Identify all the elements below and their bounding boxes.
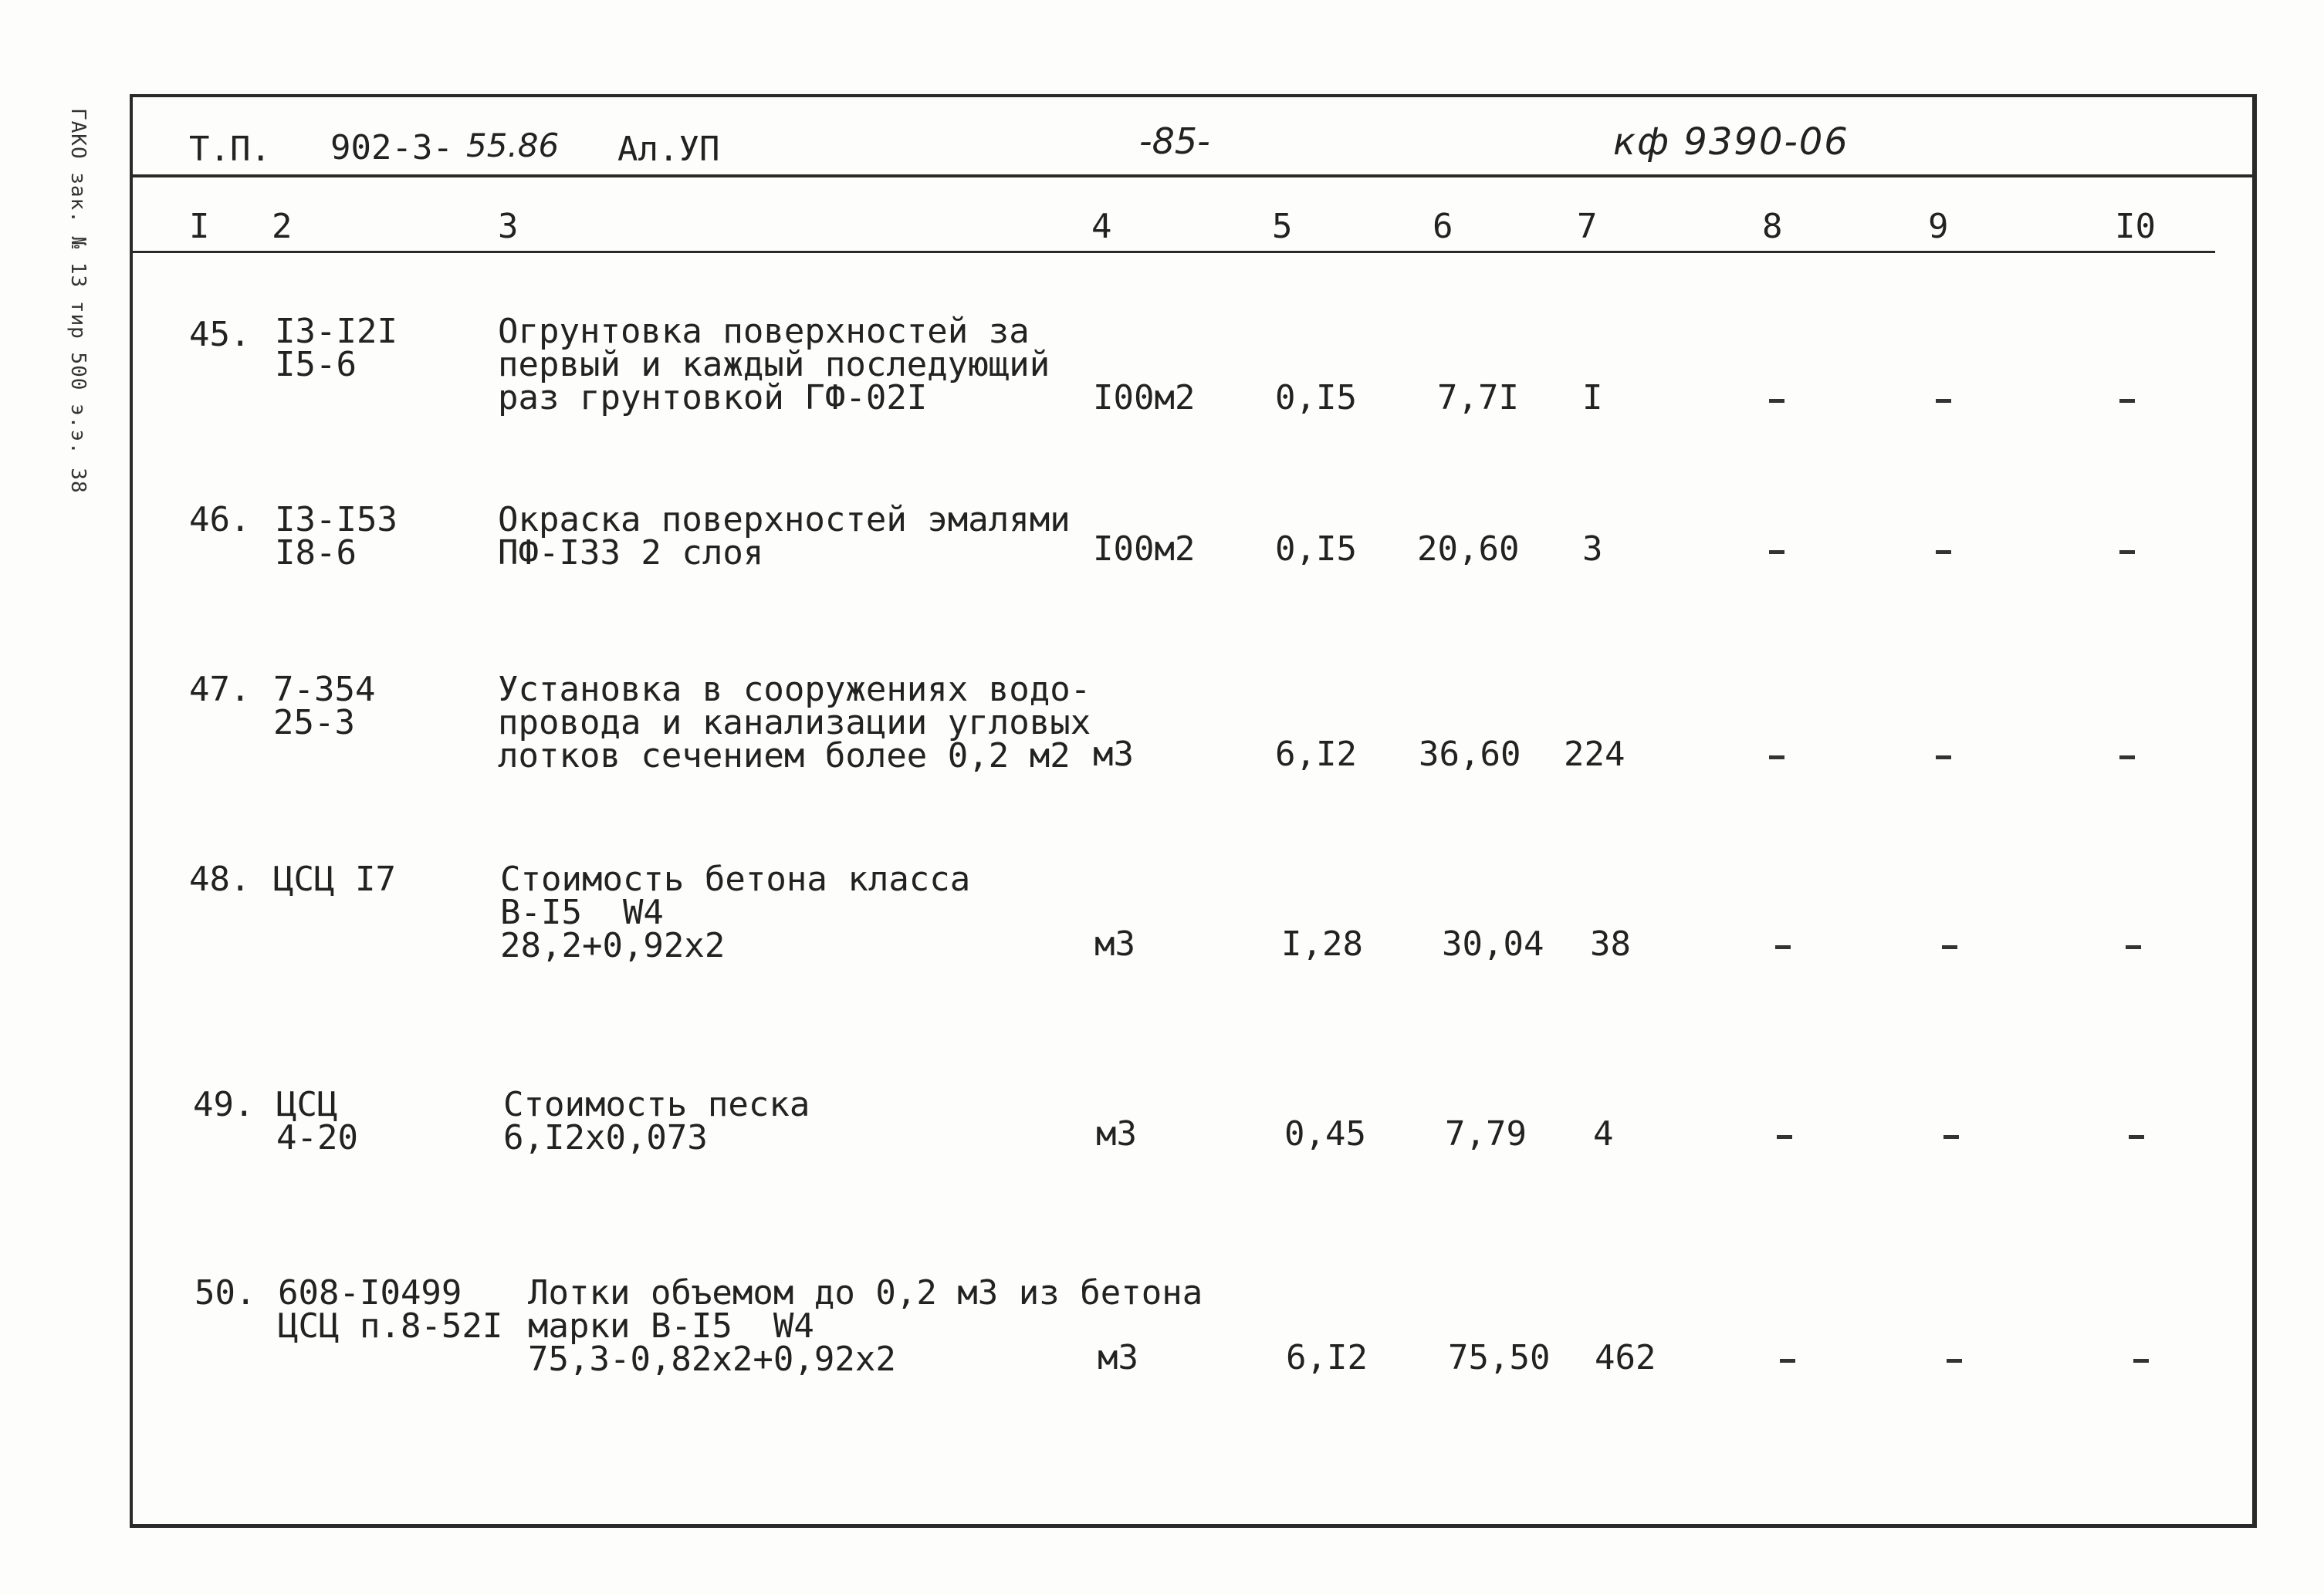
dash-col-8 xyxy=(1775,945,1791,949)
row-total: 4 xyxy=(1593,1114,1614,1154)
row-code: I3-I53 I8-6 xyxy=(275,500,397,573)
row-total: I xyxy=(1582,378,1603,417)
document-code: кф 9390-06 xyxy=(1613,120,1849,164)
row-quantity: 0,I5 xyxy=(1275,378,1357,417)
dash-col-10 xyxy=(2129,1135,2144,1139)
column-header-divider xyxy=(131,251,2215,253)
project-number-handwritten: 55.86 xyxy=(466,127,560,164)
row-number: 50. xyxy=(195,1273,256,1313)
row-number: 48. xyxy=(189,860,251,899)
row-description: Лотки объемом до 0,2 м3 из бетона марки В-I5 W4 75,3-0,82x2+0,92x2 xyxy=(528,1273,1203,1380)
dash-col-9 xyxy=(1947,1359,1962,1363)
row-unit-price: 7,79 xyxy=(1445,1114,1527,1154)
row-unit: I00м2 xyxy=(1093,378,1196,417)
page-number: -85- xyxy=(1139,120,1210,162)
dash-col-10 xyxy=(2126,945,2141,949)
row-number: 47. xyxy=(189,670,251,709)
dash-col-10 xyxy=(2119,550,2135,554)
dash-col-10 xyxy=(2119,755,2135,759)
row-description: Установка в сооружениях водо- провода и канализации угловых лотков сечением более 0,2 м2 xyxy=(498,670,1091,776)
row-quantity: 0,45 xyxy=(1284,1114,1366,1154)
row-quantity: 0,I5 xyxy=(1275,529,1357,569)
row-total: 462 xyxy=(1595,1338,1656,1377)
col-header-10: I0 xyxy=(2115,207,2156,246)
row-number: 49. xyxy=(193,1085,255,1124)
row-unit-price: 36,60 xyxy=(1419,735,1521,774)
col-header-9: 9 xyxy=(1928,207,1949,246)
row-description: Окраска поверхностей эмалями ПФ-I33 2 слоя xyxy=(498,500,1071,573)
row-quantity: 6,I2 xyxy=(1275,735,1357,774)
row-unit-price: 75,50 xyxy=(1448,1338,1551,1377)
side-archive-note: ГАКО зак. № 13 тир 500 э.э. 38 xyxy=(66,108,90,494)
dash-col-10 xyxy=(2133,1359,2149,1363)
row-unit-price: 20,60 xyxy=(1417,529,1520,569)
row-number: 45. xyxy=(189,315,251,354)
row-quantity: I,28 xyxy=(1281,924,1363,964)
row-description: Стоимость песка 6,I2x0,073 xyxy=(503,1085,810,1158)
col-header-3: 3 xyxy=(498,207,519,246)
row-quantity: 6,I2 xyxy=(1286,1338,1368,1377)
dash-col-9 xyxy=(1936,755,1951,759)
col-header-4: 4 xyxy=(1091,207,1112,246)
dash-col-8 xyxy=(1769,755,1784,759)
dash-col-9 xyxy=(1942,945,1957,949)
row-code: ЦСЦ 4-20 xyxy=(276,1085,358,1158)
album-label: Ал.УП xyxy=(617,130,720,169)
col-header-7: 7 xyxy=(1577,207,1598,246)
dash-col-8 xyxy=(1777,1135,1792,1139)
row-description: Огрунтовка поверхностей за первый и каждый последующий раз грунтовкой ГФ-02I xyxy=(498,312,1050,418)
header-divider xyxy=(131,174,2254,177)
row-description: Стоимость бетона класса В-I5 W4 28,2+0,92x2 xyxy=(500,860,971,966)
row-code: ЦСЦ I7 xyxy=(273,860,396,899)
row-code: 7-354 25-3 xyxy=(273,670,376,743)
col-header-2: 2 xyxy=(272,207,293,246)
col-header-1: I xyxy=(189,207,210,246)
project-number: 902-3- xyxy=(330,128,453,167)
row-unit-price: 7,7I xyxy=(1437,378,1519,417)
row-unit: I00м2 xyxy=(1093,529,1196,569)
row-unit: м3 xyxy=(1093,735,1134,774)
row-total: 224 xyxy=(1564,735,1625,774)
dash-col-10 xyxy=(2119,399,2135,403)
row-unit: м3 xyxy=(1096,1114,1137,1154)
dash-col-9 xyxy=(1936,550,1951,554)
row-unit-price: 30,04 xyxy=(1442,924,1544,964)
row-total: 38 xyxy=(1590,924,1631,964)
row-number: 46. xyxy=(189,500,251,539)
row-unit: м3 xyxy=(1098,1338,1138,1377)
dash-col-8 xyxy=(1769,550,1784,554)
dash-col-8 xyxy=(1769,399,1784,403)
dash-col-8 xyxy=(1780,1359,1795,1363)
col-header-5: 5 xyxy=(1272,207,1293,246)
row-code: I3-I2I I5-6 xyxy=(275,312,397,385)
col-header-8: 8 xyxy=(1762,207,1783,246)
tp-label: Т.П. xyxy=(189,130,271,169)
dash-col-9 xyxy=(1936,399,1951,403)
row-code: 608-I0499 ЦСЦ п.8-52I xyxy=(278,1273,503,1347)
row-total: 3 xyxy=(1582,529,1603,569)
dash-col-9 xyxy=(1943,1135,1959,1139)
col-header-6: 6 xyxy=(1433,207,1453,246)
row-unit: м3 xyxy=(1094,924,1135,964)
